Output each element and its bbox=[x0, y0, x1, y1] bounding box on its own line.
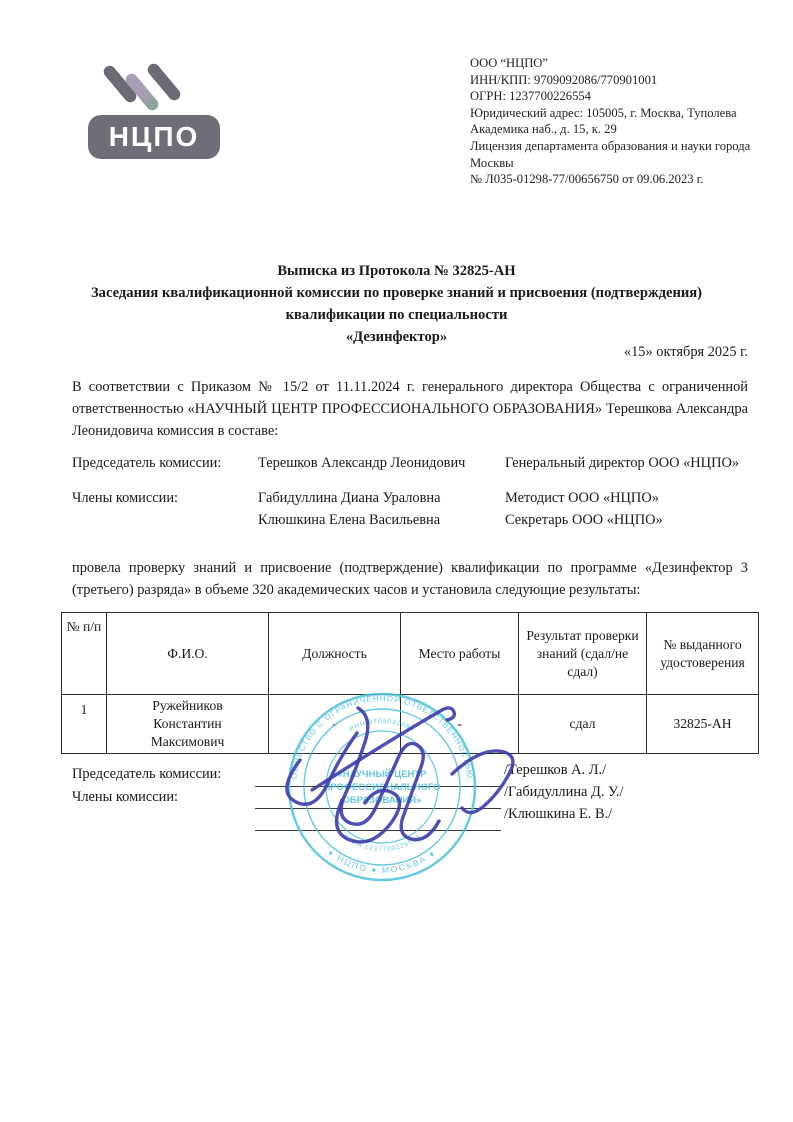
title-line-1: Выписка из Протокола № 32825-АН bbox=[277, 263, 516, 279]
member-2-role: Секретарь ООО «НЦПО» bbox=[505, 512, 663, 528]
company-ogrn: ОГРН: 1237700226554 bbox=[470, 89, 591, 104]
company-name: ООО “НЦПО” bbox=[470, 56, 548, 70]
chair-label: Председатель комиссии: bbox=[72, 455, 222, 471]
company-address-1: Юридический адрес: 105005, г. Москва, Туполева bbox=[470, 105, 737, 120]
cell-num: 1 bbox=[62, 695, 107, 754]
stamp-ogrn-text: ОГРН 1237700226554 bbox=[341, 833, 423, 854]
cell-workplace: - bbox=[401, 695, 519, 754]
title-line-2: Заседания квалификационной комиссии по проверке знаний и присвоения (подтверждения) bbox=[90, 285, 703, 301]
document-date: «15» октября 2025 г. bbox=[623, 344, 748, 360]
sig-name-tereshkov: /Терешков А. Л./ bbox=[504, 762, 607, 778]
cell-result: сдал bbox=[519, 695, 647, 754]
title-line-3: квалификации по специальности bbox=[285, 307, 508, 323]
member-2-name: Клюшкина Елена Васильевна bbox=[258, 512, 441, 528]
stamp-ring-bottom-text: ♦ НЦПО ♦ МОСКВА ♦ bbox=[326, 847, 438, 876]
company-address-2: Академика наб., д. 15, к. 29 bbox=[470, 122, 617, 137]
logo-badge: НЦПО bbox=[88, 115, 220, 159]
member-1-name: Габидуллина Диана Ураловна bbox=[258, 490, 441, 506]
cell-cert: 32825-АН bbox=[647, 695, 759, 754]
members-label: Члены комиссии: bbox=[72, 490, 179, 506]
stamp-inn-text: ИНН 9709092086 bbox=[348, 717, 416, 734]
company-license-1: Лицензия департамента образования и науки города bbox=[470, 138, 751, 153]
results-paragraph: провела проверку знаний и присвоение (подтверждение) квалификации по программе «Дезинфектор 3 (третьего) разряда» в объеме 320 академических часов и установила следующие результаты: bbox=[72, 560, 748, 598]
col-header-position: Должность bbox=[269, 613, 401, 695]
cell-position: - bbox=[269, 695, 401, 754]
cell-fio: Ружейников Константин Максимович bbox=[107, 695, 269, 754]
sig-name-klyushkina: /Клюшкина Е. В./ bbox=[504, 806, 613, 822]
member-1-role: Методист ООО «НЦПО» bbox=[505, 490, 659, 506]
ncpo-logo bbox=[88, 58, 228, 160]
sig-members-label: Члены комиссии: bbox=[72, 789, 179, 805]
title-line-4: «Дезинфектор» bbox=[345, 329, 448, 345]
col-header-cert: № выданного удостоверения bbox=[647, 613, 759, 695]
stamp-ring-top-text: ОБЩЕСТВО С ОГРАНИЧЕННОЙ ОТВЕТСТВЕННОСТЬЮ bbox=[289, 693, 475, 780]
company-requisites bbox=[470, 55, 785, 188]
intro-paragraph: В соответствии с Приказом № 15/2 от 11.11.2024 г. генерального директора Общества с ограниченной ответственностью «НАУЧНЫЙ ЦЕНТР ПРОФЕССИОНАЛЬНОГО ОБРАЗОВАНИЯ» Терешкова Александра Леонидовича комиссия в составе: bbox=[72, 379, 748, 439]
stamp-center-line-1: «НАУЧНЫЙ ЦЕНТР bbox=[337, 769, 427, 780]
chair-name: Терешков Александр Леонидович bbox=[258, 455, 466, 471]
company-license-2: Москвы bbox=[470, 155, 514, 170]
sig-chair-label: Председатель комиссии: bbox=[72, 766, 222, 782]
col-header-fio: Ф.И.О. bbox=[107, 613, 269, 695]
col-header-result: Результат проверки знаний (сдал/не сдал) bbox=[519, 613, 647, 695]
stamp-center-line-3: ОБРАЗОВАНИЯ» bbox=[342, 795, 422, 806]
chair-role: Генеральный директор ООО «НЦПО» bbox=[505, 455, 740, 471]
company-inn-kpp: ИНН/КПП: 9709092086/770901001 bbox=[470, 72, 658, 87]
company-license-number: № Л035-01298-77/00656750 от 09.06.2023 г. bbox=[470, 172, 704, 187]
commission-list bbox=[72, 452, 752, 531]
sig-name-gabidullina: /Габидуллина Д. У./ bbox=[504, 784, 624, 800]
document-title bbox=[40, 260, 753, 348]
stamp-center-line-2: ПРОФЕССИОНАЛЬНОГО bbox=[323, 782, 441, 793]
col-header-num: № п/п bbox=[62, 613, 107, 695]
handwritten-signature-icon bbox=[270, 678, 560, 853]
col-header-workplace: Место работы bbox=[401, 613, 519, 695]
